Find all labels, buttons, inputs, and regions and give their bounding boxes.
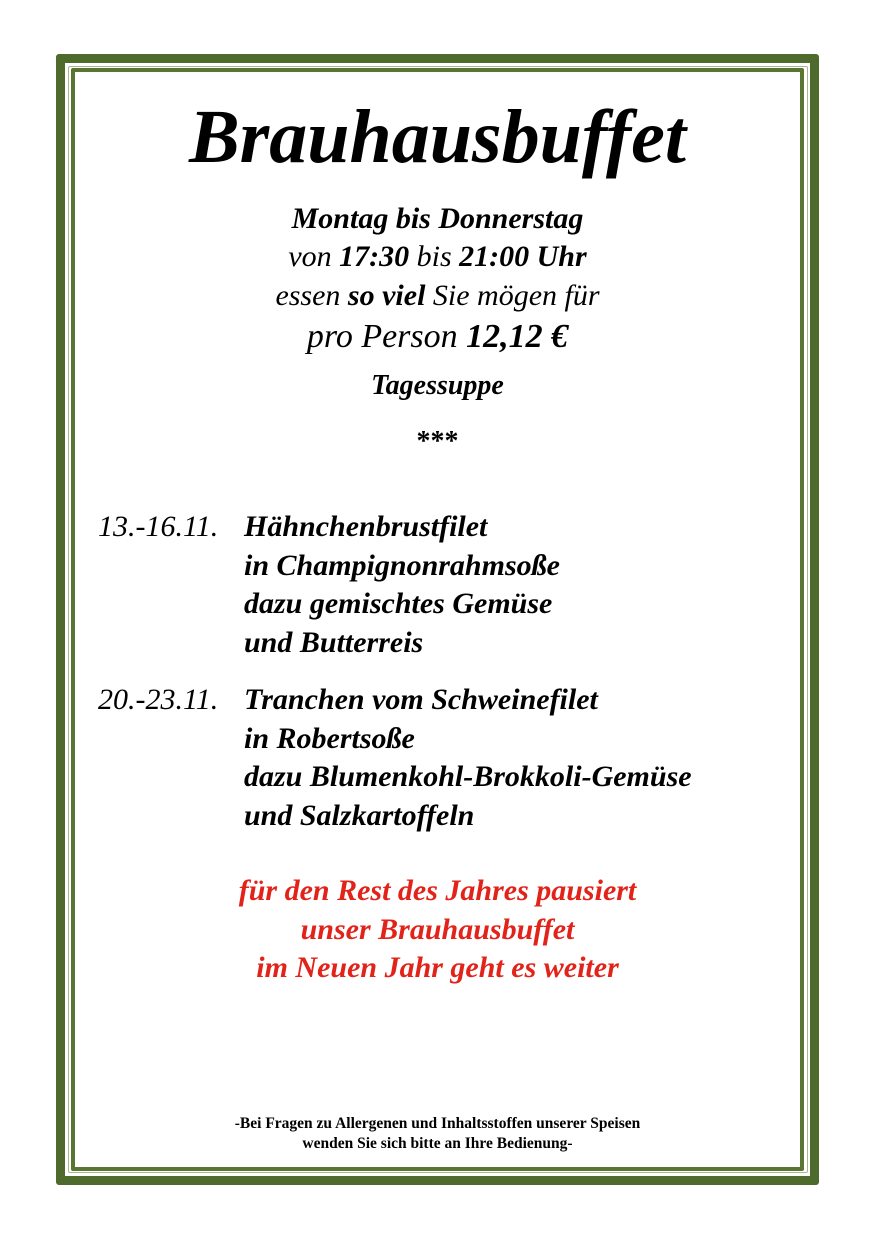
eat-prefix: essen <box>275 279 341 312</box>
notice-line: unser Brauhausbuffet <box>300 912 575 946</box>
menu-item-description <box>244 681 692 835</box>
price-line <box>0 316 875 358</box>
menu-line: Tranchen vom Schweinefilet <box>244 683 598 716</box>
eat-bold: so viel <box>347 279 426 312</box>
menu-item-dates: 13.-16.11. <box>98 510 219 543</box>
notice-line: für den Rest des Jahres pausiert <box>238 874 637 907</box>
menu-line: und Salzkartoffeln <box>244 798 475 832</box>
separator-stars: *** <box>416 426 459 457</box>
soup-of-the-day: Tagessuppe <box>371 370 504 401</box>
notice-line: im Neuen Jahr geht es weiter <box>256 951 619 984</box>
allergen-footer <box>0 1114 875 1154</box>
price-value: 12,12 € <box>466 318 569 355</box>
footer-line: wenden Sie sich bitte an Ihre Bedienung- <box>302 1135 573 1152</box>
menu-item-description <box>244 508 560 662</box>
menu-line: dazu gemischtes Gemüse <box>244 587 553 620</box>
menu-item-dates: 20.-23.11. <box>98 683 219 716</box>
hours-end: 21:00 Uhr <box>459 240 587 273</box>
menu-line: dazu Blumenkohl-Brokkoli-Gemüse <box>244 760 692 793</box>
schedule-days: Montag bis Donnerstag <box>291 202 584 235</box>
menu-line: in Champignonrahmsoße <box>244 548 560 582</box>
eat-as-much-line <box>0 277 875 315</box>
hours-mid-word: bis <box>416 240 452 273</box>
price-prefix: pro Person <box>306 318 458 355</box>
page-title: Brauhausbuffet <box>188 95 686 179</box>
menu-line: und Butterreis <box>244 625 424 659</box>
hours-from-word: von <box>288 240 332 273</box>
menu-line: Hähnchenbrustfilet <box>244 510 488 543</box>
hours-start: 17:30 <box>339 240 410 273</box>
menu-line: in Robertsoße <box>244 721 415 755</box>
footer-line: -Bei Fragen zu Allergenen und Inhaltsstoffen unserer Speisen <box>234 1115 641 1132</box>
pause-notice <box>0 872 875 988</box>
eat-suffix: Sie mögen für <box>432 279 600 312</box>
schedule-hours <box>0 238 875 276</box>
